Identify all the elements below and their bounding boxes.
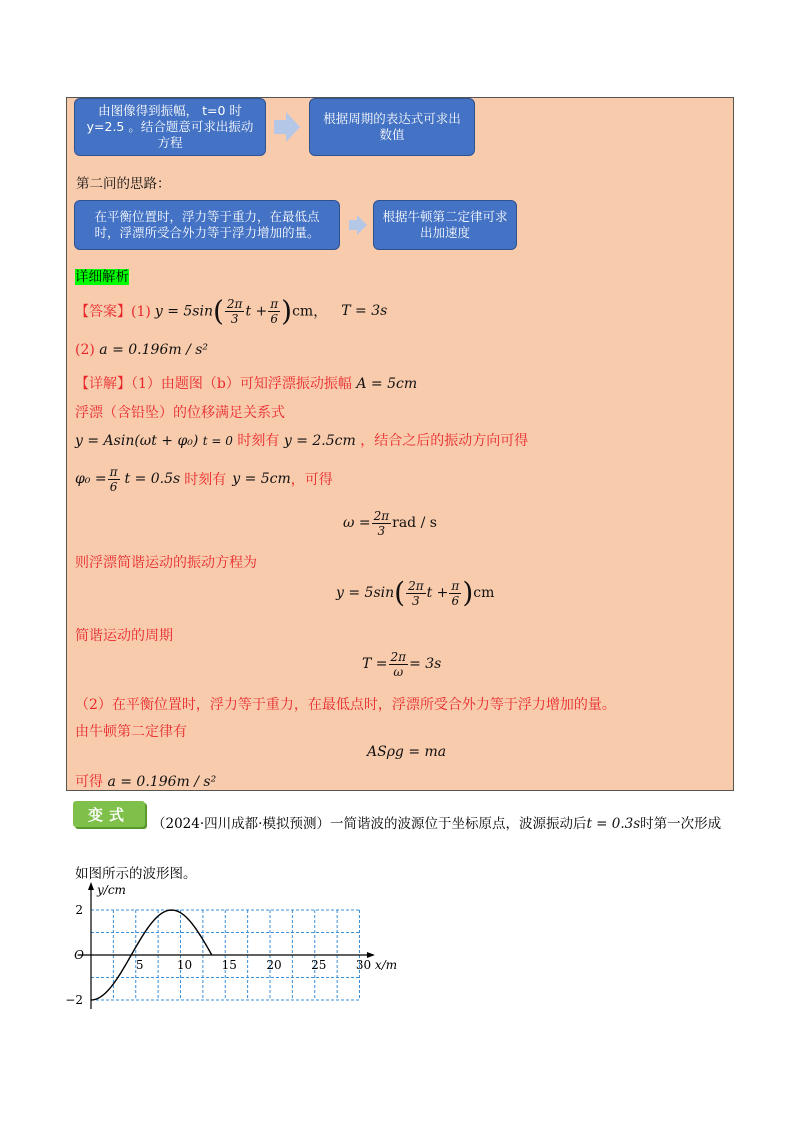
answer-period: T = 3s xyxy=(341,303,388,319)
frac-den: 3 xyxy=(377,523,386,538)
y-tick-label: 2 xyxy=(75,903,83,917)
y-tick-label: −2 xyxy=(65,993,83,1007)
detail-line4-b: ，可得 xyxy=(290,472,333,488)
variant-text1-b: 时第一次形成 xyxy=(640,816,722,832)
analysis-label-text: 详细解析 xyxy=(75,269,129,285)
answer-label: 【答案】(1) xyxy=(75,304,151,320)
flow1-arrow-icon xyxy=(274,112,300,142)
answer-eq1-suffix: cm xyxy=(292,303,314,319)
detail-omega xyxy=(343,506,437,540)
x-tick-label: 25 xyxy=(311,958,327,972)
x-tick-label: 30 xyxy=(355,958,372,972)
detail-t0: t = 0 xyxy=(202,434,233,448)
wave-chart xyxy=(60,880,400,1030)
variant-line1 xyxy=(152,812,721,832)
detail-eq-final: y = 5sin ( $\frac{2\pi}{3}$ t + $\frac{\pi}{6}$ ) cm xyxy=(336,576,495,609)
detail-yval: y = 2.5cm xyxy=(283,433,356,449)
detail-line3-a: 时刻有 xyxy=(237,433,280,449)
frac-num: 2π xyxy=(226,296,243,311)
second-question-heading: 第二问的思路： xyxy=(76,176,171,192)
answer-comma: ， xyxy=(313,304,328,320)
frac-num: 2π xyxy=(390,649,407,664)
answer-line1 xyxy=(75,293,387,329)
answer-accel: a = 0.196m / s² xyxy=(99,342,209,358)
x-tick-label: 5 xyxy=(135,958,144,972)
flow1-box2 xyxy=(309,98,475,156)
frac-den: 3 xyxy=(412,593,420,608)
x-tick-label: 20 xyxy=(266,958,282,972)
detail-period xyxy=(362,647,441,681)
flow2-box2-text: 根据牛顿第二定律可求出加速度 xyxy=(382,209,508,240)
detail-accel: a = 0.196m / s² xyxy=(107,774,217,790)
detail-amplitude: A = 5cm xyxy=(356,376,418,392)
omega-suffix: rad / s xyxy=(392,515,437,531)
period-suffix: = 3s xyxy=(409,656,442,672)
frac-den: ω xyxy=(393,664,404,679)
detail-y5: y = 5cm xyxy=(232,471,291,487)
variant-line2: 如图所示的波形图。 xyxy=(75,866,197,882)
detail-line7: （2）在平衡位置时，浮力等于重力，在最低点时，浮漂所受合外力等于浮力增加的量。 xyxy=(75,697,616,713)
detail-newton: ASρg = ma xyxy=(367,744,447,760)
detail-line1 xyxy=(75,373,417,393)
detail-eq-general: y = Asin(ωt + φ₀) xyxy=(75,433,199,449)
detail-line3 xyxy=(75,430,528,450)
x-tick-label: 15 xyxy=(221,958,237,972)
flow1-box1 xyxy=(74,98,266,156)
detail-line4-a: 时刻有 xyxy=(184,472,227,488)
frac-num: π xyxy=(270,296,279,311)
y-axis-label: y/cm xyxy=(97,883,126,897)
detail-phi: φ₀ = xyxy=(75,471,107,487)
detail-tval: t = 0.5s xyxy=(124,471,181,487)
eq-final-prefix: y = 5sin xyxy=(336,585,395,601)
flow2-box2 xyxy=(373,200,517,250)
frac-den: 3 xyxy=(230,311,239,326)
flow2-arrow-icon xyxy=(349,215,367,235)
detail-line8: 由牛顿第二定律有 xyxy=(75,724,187,740)
origin-label: O xyxy=(74,948,84,962)
period-prefix: T = xyxy=(362,656,388,672)
detail-line5: 则浮漂简谐运动的振动方程为 xyxy=(75,555,257,571)
frac-den: 6 xyxy=(451,593,460,608)
x-axis-label: x/m xyxy=(374,958,398,972)
flow2-box1-text: 在平衡位置时，浮力等于重力，在最低点时，浮漂所受合外力等于浮力增加的量。 xyxy=(94,209,320,240)
frac-num: π xyxy=(109,464,118,479)
detail-line9-label: 可得 xyxy=(75,774,103,790)
omega-prefix: ω = xyxy=(343,515,371,531)
frac-den: 6 xyxy=(109,479,118,494)
variant-tval: t = 0.3s xyxy=(586,816,641,832)
x-tick-label: 10 xyxy=(176,958,193,972)
answer-eq1-prefix: y = 5sin xyxy=(154,303,213,319)
frac-num: π xyxy=(451,578,460,593)
variant-text1-a: （2024·四川成都·模拟预测）一简谐波的波源位于坐标原点，波源振动后 xyxy=(152,816,587,832)
detail-line4 xyxy=(75,462,333,496)
answer-eq1: y = 5sin( $\frac{2\pi}{3}$ t + $\frac{\pi}{6}$ )cm xyxy=(154,294,314,327)
detail-line3-b: ，结合之后的振动方向可得 xyxy=(360,433,529,449)
answer-part2-label: (2) xyxy=(75,342,95,358)
variant-badge: 变式 xyxy=(73,801,145,827)
detail-line9 xyxy=(75,771,216,791)
analysis-label xyxy=(75,265,129,285)
detail-line2: 浮漂（含铅坠）的位移满足关系式 xyxy=(75,405,285,421)
frac-num: 2π xyxy=(408,578,424,593)
detail-label: 【详解】（1）由题图（b）可知浮漂振动振幅 xyxy=(75,376,352,392)
flow2-box1 xyxy=(74,200,340,250)
y-axis-arrow-icon xyxy=(88,882,94,890)
flow1-box1-text: 由图像得到振幅， t=0 时 y=2.5 。结合题意可求出振动方程 xyxy=(86,103,254,150)
flow1-box2-text: 根据周期的表达式可求出数值 xyxy=(323,111,461,142)
detail-line6: 简谐运动的周期 xyxy=(75,628,173,644)
answer-line2 xyxy=(75,342,208,358)
frac-num: 2π xyxy=(373,508,390,523)
eq-final-suffix: cm xyxy=(473,585,495,601)
frac-den: 6 xyxy=(270,311,279,326)
